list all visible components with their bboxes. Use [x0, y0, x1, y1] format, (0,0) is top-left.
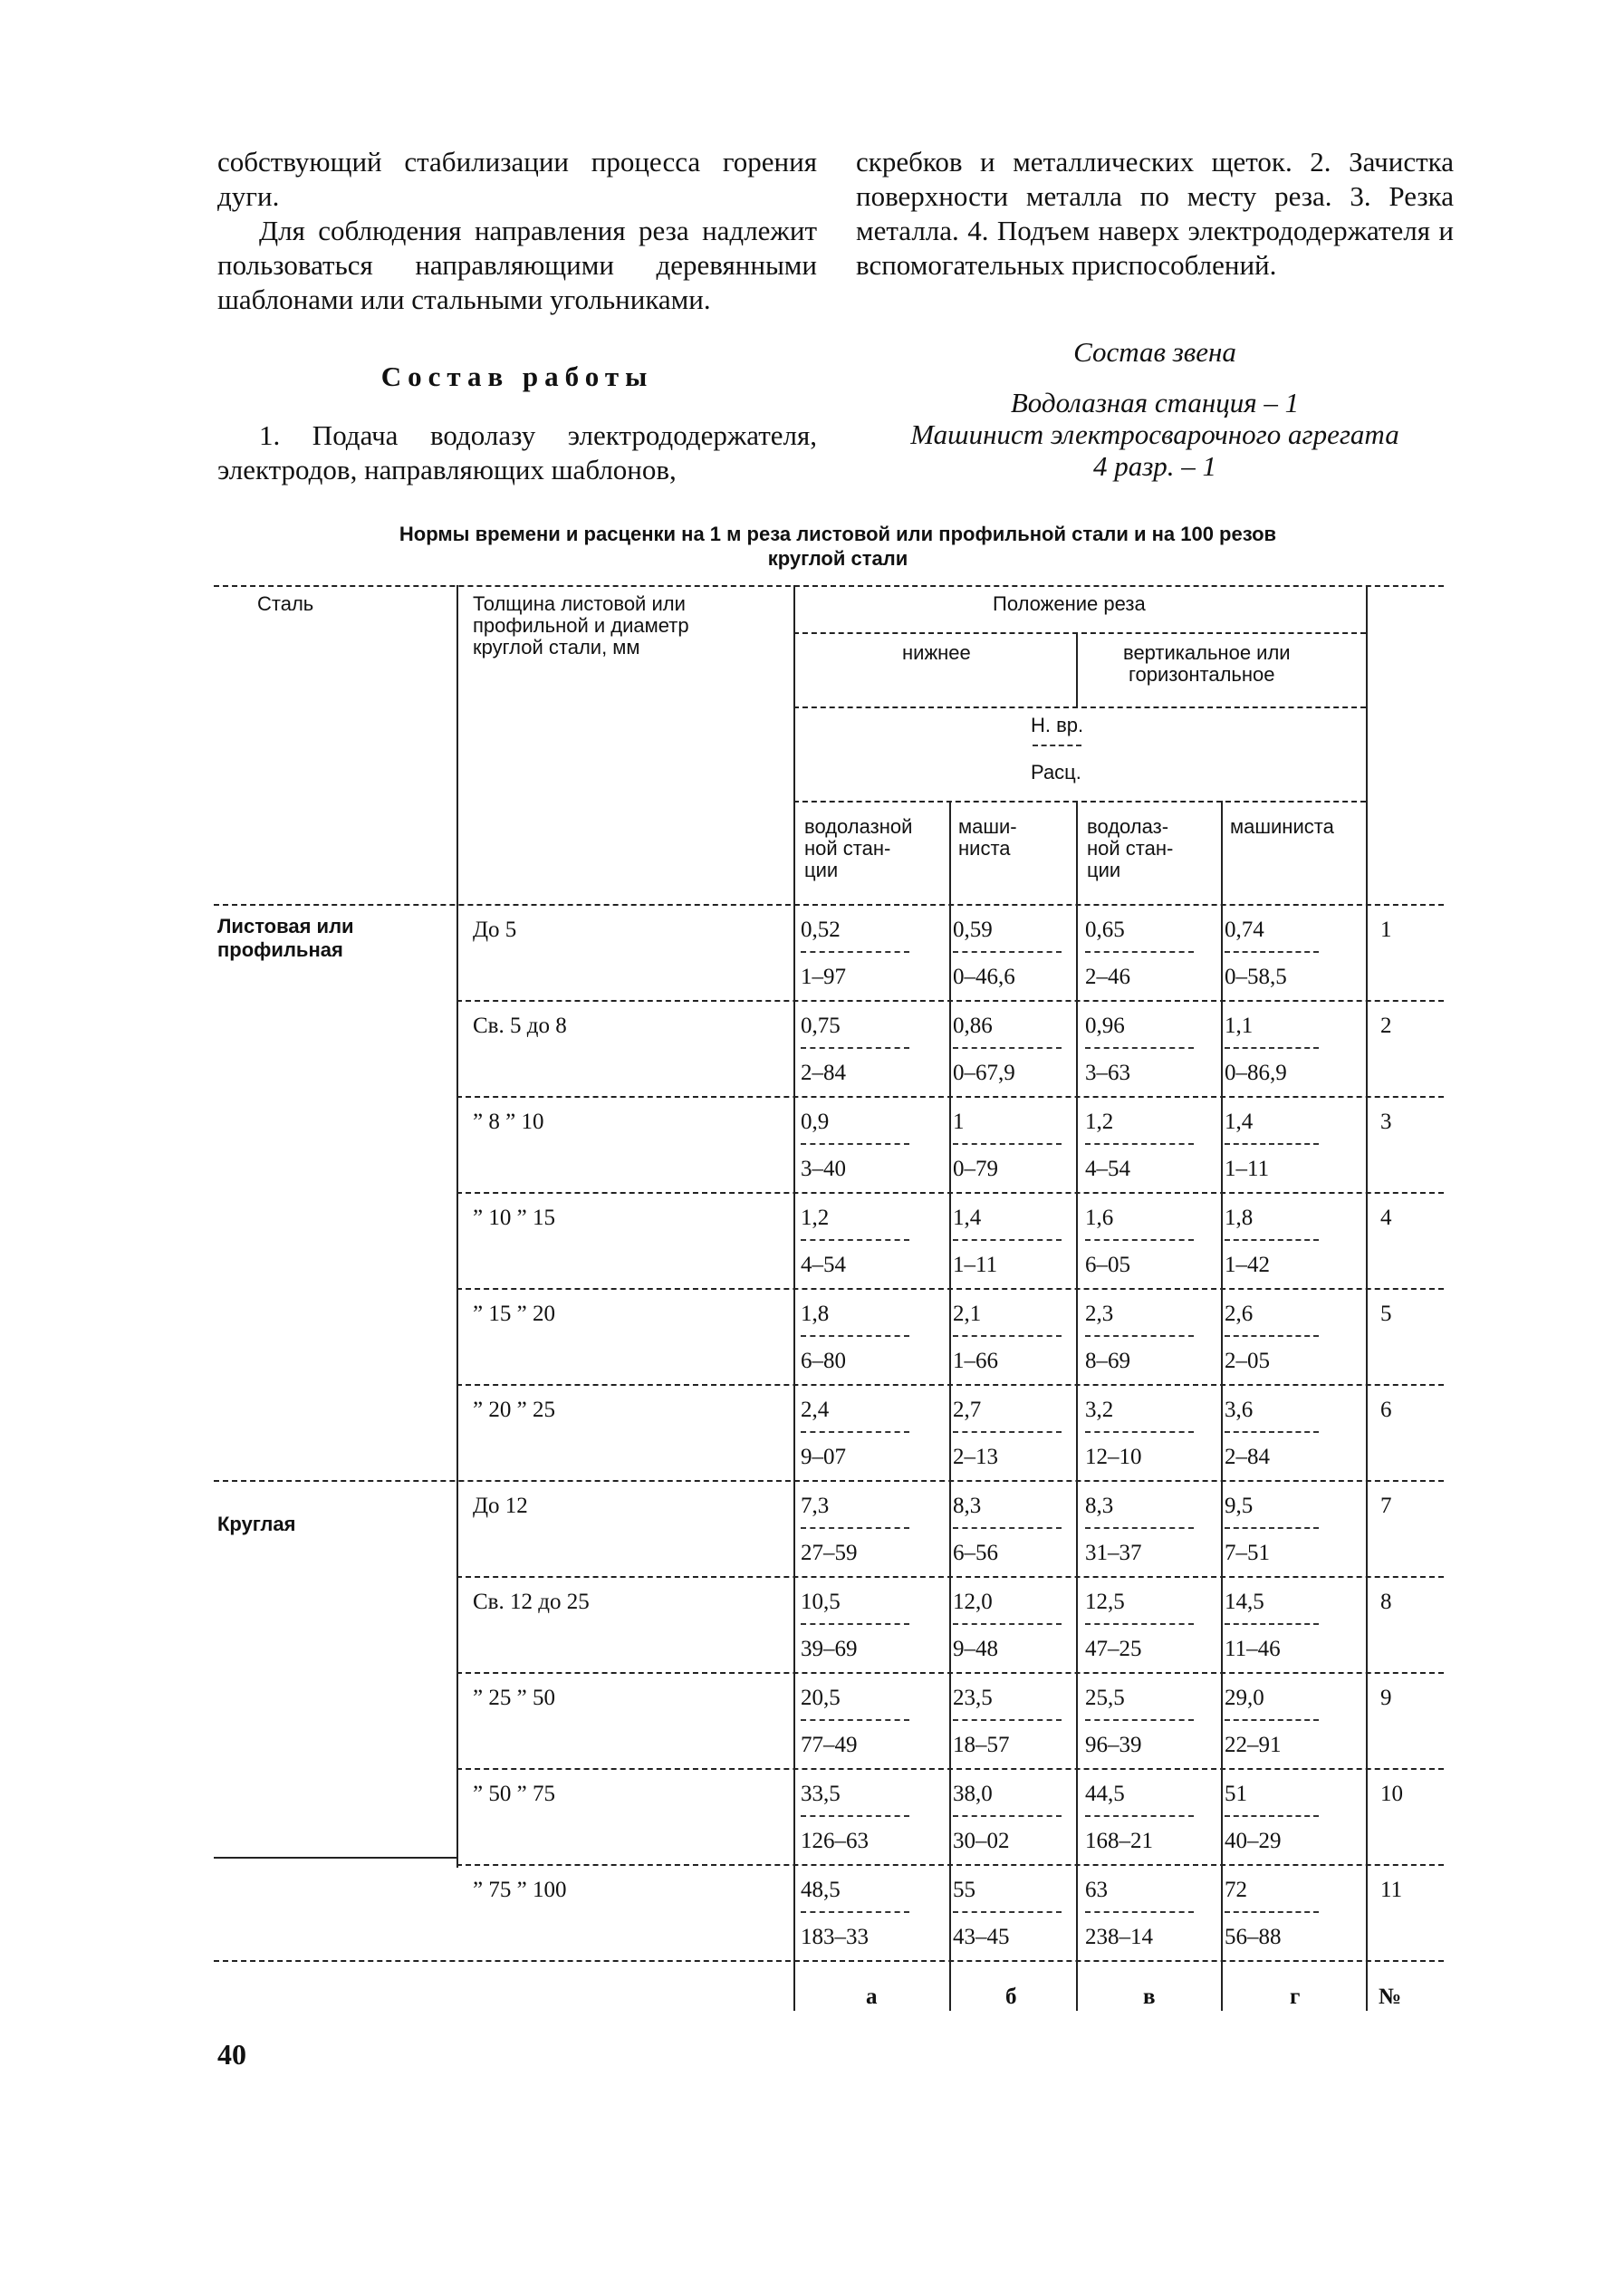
cell-fraction-line [801, 1719, 909, 1721]
cell-rate-v: 168–21 [1085, 1829, 1153, 1853]
cell-norm-time-b: 12,0 [953, 1590, 993, 1614]
row-separator [456, 1192, 1444, 1194]
work-heading: Состав работы [380, 360, 654, 392]
row-separator [456, 1864, 1444, 1866]
caption-line-2: круглой стали [767, 547, 908, 570]
cell-rate-g: 2–05 [1225, 1349, 1270, 1373]
cell-fraction-line [801, 1239, 909, 1241]
cell-norm-time-g: 29,0 [1225, 1686, 1264, 1710]
cell-rate-a: 183–33 [801, 1925, 869, 1949]
cell-norm-time-a: 1,8 [801, 1302, 830, 1326]
cell-fraction-line [1225, 1143, 1319, 1145]
row-number: 2 [1380, 1014, 1392, 1038]
vline-col-b [1076, 801, 1078, 2011]
header-col-a-line-2: ной стан- [804, 837, 891, 860]
header-thickness-line-3: круглой стали, мм [473, 636, 640, 658]
cell-fraction-line [1085, 1143, 1194, 1145]
header-steel: Сталь [257, 592, 314, 615]
cell-fraction-line [801, 1527, 909, 1529]
cell-rate-g: 1–11 [1225, 1157, 1270, 1181]
cell-norm-time-v: 44,5 [1085, 1782, 1125, 1806]
footer-col-b: б [1005, 1985, 1017, 2009]
row-thickness: ” 75 ” 100 [473, 1878, 567, 1902]
cell-norm-time-g: 3,6 [1225, 1398, 1254, 1422]
left-paragraph-2: Для соблюдения направления реза надлежит пользоваться направляющими деревянными шаблонами или стальными угольниками. [217, 215, 817, 315]
cell-rate-b: 2–13 [953, 1445, 998, 1469]
nvr-bottom-rule [793, 801, 1366, 803]
cell-norm-time-b: 1 [953, 1110, 965, 1134]
header-lower: нижнее [902, 641, 971, 664]
cell-fraction-line [1225, 1911, 1319, 1913]
row-separator [456, 1768, 1444, 1770]
cell-norm-time-g: 1,1 [1225, 1014, 1254, 1038]
cell-fraction-line [801, 1047, 909, 1049]
cell-fraction-line [953, 1431, 1062, 1433]
cell-fraction-line [953, 1623, 1062, 1625]
cell-norm-time-g: 72 [1225, 1878, 1247, 1902]
row-number: 7 [1380, 1494, 1392, 1518]
cell-fraction-line [1085, 1047, 1194, 1049]
header-fraction-line [1033, 745, 1081, 746]
footer-no: № [1379, 1985, 1402, 2009]
cell-rate-a: 39–69 [801, 1637, 858, 1661]
cell-norm-time-g: 1,4 [1225, 1110, 1254, 1134]
cell-rate-a: 6–80 [801, 1349, 846, 1373]
footer-col-g: г [1290, 1985, 1301, 2009]
cell-rate-b: 1–66 [953, 1349, 998, 1373]
cell-rate-v: 238–14 [1085, 1925, 1153, 1949]
cell-norm-time-b: 38,0 [953, 1782, 993, 1806]
cell-fraction-line [1225, 1719, 1319, 1721]
row-separator [456, 1288, 1444, 1290]
cell-fraction-line [953, 1335, 1062, 1337]
cell-rate-a: 3–40 [801, 1157, 846, 1181]
cell-fraction-line [1085, 1527, 1194, 1529]
cell-norm-time-b: 0,86 [953, 1014, 993, 1038]
header-col-v-line-1: водолаз- [1087, 815, 1169, 838]
cell-rate-b: 0–67,9 [953, 1061, 1015, 1085]
cell-norm-time-a: 7,3 [801, 1494, 830, 1518]
cell-norm-time-b: 1,4 [953, 1206, 982, 1230]
cell-norm-time-a: 20,5 [801, 1686, 841, 1710]
cell-rate-a: 27–59 [801, 1541, 858, 1565]
cell-fraction-line [1225, 951, 1319, 953]
cell-rate-g: 7–51 [1225, 1541, 1270, 1565]
cell-fraction-line [953, 1911, 1062, 1913]
cell-rate-a: 2–84 [801, 1061, 846, 1085]
header-col-a-line-3: ции [804, 859, 839, 881]
row-number: 8 [1380, 1590, 1392, 1614]
cell-fraction-line [801, 1623, 909, 1625]
cell-norm-time-a: 1,2 [801, 1206, 830, 1230]
cell-rate-b: 0–79 [953, 1157, 998, 1181]
row-number: 10 [1380, 1782, 1403, 1806]
cell-rate-a: 4–54 [801, 1253, 846, 1277]
cell-fraction-line [1085, 1815, 1194, 1817]
right-paragraph-1: скребков и металлических щеток. 2. Зачистка поверхности металла по месту реза. 3. Резка металла. 4. Подъем наверх электрододержателя и вспомогательных приспособлений. [856, 146, 1454, 281]
cell-fraction-line [1085, 951, 1194, 953]
cell-norm-time-g: 1,8 [1225, 1206, 1254, 1230]
cell-fraction-line [953, 1047, 1062, 1049]
cell-fraction-line [1225, 1527, 1319, 1529]
group-round: Круглая [217, 1513, 296, 1535]
crew-member-1: Водолазная станция – 1 [1010, 387, 1300, 418]
cell-norm-time-b: 55 [953, 1878, 975, 1902]
cell-norm-time-a: 2,4 [801, 1398, 830, 1422]
cell-fraction-line [1085, 1335, 1194, 1337]
crew-member-3: 4 разр. – 1 [1092, 450, 1217, 482]
row-separator [456, 1384, 1444, 1386]
row-thickness: ” 15 ” 20 [473, 1302, 555, 1326]
header-thickness-line-1: Толщина листовой или [473, 592, 686, 615]
cell-rate-b: 30–02 [953, 1829, 1010, 1853]
left-paragraph-1: собствующий стабилизации процесса горения дуги. [217, 146, 817, 212]
group-sheet-line-2: профильная [217, 938, 343, 961]
header-col-b-line-2: ниста [958, 837, 1011, 860]
cell-rate-a: 126–63 [801, 1829, 869, 1853]
header-bottom-rule [214, 904, 1444, 906]
cell-rate-g: 11–46 [1225, 1637, 1281, 1661]
header-nvr: Н. вр. [1031, 714, 1084, 736]
cell-rate-a: 77–49 [801, 1733, 858, 1757]
row-thickness: ” 8 ” 10 [473, 1110, 544, 1134]
header-col-b-line-1: маши- [958, 815, 1017, 838]
cell-fraction-line [953, 1143, 1062, 1145]
cell-rate-a: 1–97 [801, 965, 846, 989]
row-thickness: ” 25 ” 50 [473, 1686, 555, 1710]
right-column-text [856, 145, 1454, 283]
cell-fraction-line [801, 1815, 909, 1817]
cell-norm-time-v: 3,2 [1085, 1398, 1114, 1422]
vline-position-split [1076, 632, 1078, 706]
left-column-text [217, 145, 817, 317]
row-separator [456, 1000, 1444, 1002]
cell-norm-time-v: 0,65 [1085, 918, 1125, 942]
cell-rate-v: 12–10 [1085, 1445, 1142, 1469]
cell-rate-g: 40–29 [1225, 1829, 1282, 1853]
cell-rate-b: 0–46,6 [953, 965, 1015, 989]
row-thickness: Св. 12 до 25 [473, 1590, 590, 1614]
cell-norm-time-g: 14,5 [1225, 1590, 1264, 1614]
cell-fraction-line [953, 1719, 1062, 1721]
cell-rate-g: 1–42 [1225, 1253, 1270, 1277]
cell-norm-time-v: 2,3 [1085, 1302, 1114, 1326]
cell-fraction-line [801, 1431, 909, 1433]
row-number: 5 [1380, 1302, 1392, 1326]
table-top-rule [214, 585, 1444, 587]
row-number: 4 [1380, 1206, 1392, 1230]
cell-norm-time-g: 9,5 [1225, 1494, 1254, 1518]
row-separator [456, 1096, 1444, 1098]
cell-norm-time-b: 23,5 [953, 1686, 993, 1710]
cell-norm-time-v: 25,5 [1085, 1686, 1125, 1710]
vline-steel [456, 585, 458, 1868]
cell-norm-time-v: 63 [1085, 1878, 1108, 1902]
cell-rate-b: 9–48 [953, 1637, 998, 1661]
crew-member-2: Машинист электросварочного агрегата [910, 418, 1399, 450]
cell-fraction-line [1085, 1431, 1194, 1433]
cell-norm-time-a: 0,9 [801, 1110, 830, 1134]
header-col-a-line-1: водолазной [804, 815, 913, 838]
work-item-1: 1. Подача водолазу электрододержателя, электродов, направляющих шаблонов, [217, 419, 817, 485]
cell-rate-v: 47–25 [1085, 1637, 1142, 1661]
row-thickness: До 5 [473, 918, 517, 942]
cell-rate-b: 43–45 [953, 1925, 1010, 1949]
cell-rate-v: 3–63 [1085, 1061, 1130, 1085]
cell-norm-time-b: 2,7 [953, 1398, 982, 1422]
norms-table [214, 585, 1444, 2034]
cell-norm-time-v: 0,96 [1085, 1014, 1125, 1038]
header-col-g: машиниста [1230, 815, 1334, 838]
cell-rate-b: 6–56 [953, 1541, 998, 1565]
cell-fraction-line [953, 1815, 1062, 1817]
cell-norm-time-a: 0,75 [801, 1014, 841, 1038]
cell-norm-time-a: 48,5 [801, 1878, 841, 1902]
cell-norm-time-b: 2,1 [953, 1302, 982, 1326]
cell-fraction-line [1085, 1623, 1194, 1625]
row-number: 1 [1380, 918, 1392, 942]
header-rasc: Расц. [1031, 761, 1081, 783]
cell-rate-v: 31–37 [1085, 1541, 1142, 1565]
position-sub-rule [793, 632, 1366, 634]
nvr-top-rule [793, 706, 1366, 708]
row-number: 9 [1380, 1686, 1392, 1710]
header-col-v-line-2: ной стан- [1087, 837, 1174, 860]
cell-rate-g: 22–91 [1225, 1733, 1282, 1757]
footer-col-v: в [1143, 1985, 1156, 2009]
cell-norm-time-v: 8,3 [1085, 1494, 1114, 1518]
group-sheet-line-1: Листовая или [217, 915, 354, 937]
header-position: Положение реза [993, 592, 1146, 615]
header-col-v-line-3: ции [1087, 859, 1121, 881]
cell-rate-g: 0–58,5 [1225, 965, 1287, 989]
row-separator [456, 1576, 1444, 1578]
cell-fraction-line [1225, 1815, 1319, 1817]
cell-rate-v: 4–54 [1085, 1157, 1130, 1181]
cell-fraction-line [1085, 1719, 1194, 1721]
cell-norm-time-v: 12,5 [1085, 1590, 1125, 1614]
row-thickness: Св. 5 до 8 [473, 1014, 567, 1038]
cell-fraction-line [953, 1527, 1062, 1529]
vline-col-a [949, 801, 951, 2011]
table-caption [299, 522, 1377, 571]
vline-thickness [793, 585, 795, 2011]
cell-rate-v: 6–05 [1085, 1253, 1130, 1277]
cell-fraction-line [953, 1239, 1062, 1241]
row-thickness: До 12 [473, 1494, 528, 1518]
header-vertical-line-2: горизонтальное [1129, 663, 1275, 686]
cell-norm-time-a: 10,5 [801, 1590, 841, 1614]
footer-col-a: а [866, 1985, 878, 2009]
cell-norm-time-v: 1,2 [1085, 1110, 1114, 1134]
cell-norm-time-g: 2,6 [1225, 1302, 1254, 1326]
header-thickness-line-2: профильной и диаметр [473, 614, 689, 637]
cell-norm-time-b: 0,59 [953, 918, 993, 942]
cell-fraction-line [1085, 1911, 1194, 1913]
cell-norm-time-a: 0,52 [801, 918, 841, 942]
cell-norm-time-g: 0,74 [1225, 918, 1264, 942]
cell-fraction-line [801, 951, 909, 953]
cell-norm-time-a: 33,5 [801, 1782, 841, 1806]
row-separator [214, 1480, 1444, 1482]
cell-fraction-line [1225, 1623, 1319, 1625]
cell-fraction-line [1225, 1239, 1319, 1241]
cell-fraction-line [801, 1335, 909, 1337]
cell-fraction-line [801, 1143, 909, 1145]
row-thickness: ” 50 ” 75 [473, 1782, 555, 1806]
crew-title: Состав звена [1073, 336, 1236, 368]
cell-fraction-line [1225, 1047, 1319, 1049]
cell-norm-time-g: 51 [1225, 1782, 1247, 1806]
caption-line-1: Нормы времени и расценки на 1 м реза листовой или профильной стали и на 100 резов [399, 523, 1277, 545]
cell-fraction-line [1225, 1431, 1319, 1433]
cell-rate-v: 96–39 [1085, 1733, 1142, 1757]
cell-rate-g: 0–86,9 [1225, 1061, 1287, 1085]
cell-rate-v: 8–69 [1085, 1349, 1130, 1373]
row-thickness: ” 10 ” 15 [473, 1206, 555, 1230]
row-separator [214, 1960, 1444, 1962]
left-block-end-rule [214, 1857, 456, 1859]
row-thickness: ” 20 ” 25 [473, 1398, 555, 1422]
cell-fraction-line [1225, 1335, 1319, 1337]
cell-norm-time-b: 8,3 [953, 1494, 982, 1518]
cell-fraction-line [953, 951, 1062, 953]
header-vertical-line-1: вертикальное или [1123, 641, 1291, 664]
cell-norm-time-v: 1,6 [1085, 1206, 1114, 1230]
row-number: 3 [1380, 1110, 1392, 1134]
cell-fraction-line [801, 1911, 909, 1913]
row-separator [456, 1672, 1444, 1674]
vline-values-end [1366, 585, 1368, 2011]
cell-rate-a: 9–07 [801, 1445, 846, 1469]
row-number: 6 [1380, 1398, 1392, 1422]
vline-col-v [1221, 801, 1223, 2011]
cell-rate-g: 56–88 [1225, 1925, 1282, 1949]
cell-fraction-line [1085, 1239, 1194, 1241]
cell-rate-b: 1–11 [953, 1253, 998, 1277]
page-number: 40 [217, 2038, 246, 2071]
cell-rate-b: 18–57 [953, 1733, 1010, 1757]
cell-rate-v: 2–46 [1085, 965, 1130, 989]
cell-rate-g: 2–84 [1225, 1445, 1270, 1469]
row-number: 11 [1380, 1878, 1403, 1902]
